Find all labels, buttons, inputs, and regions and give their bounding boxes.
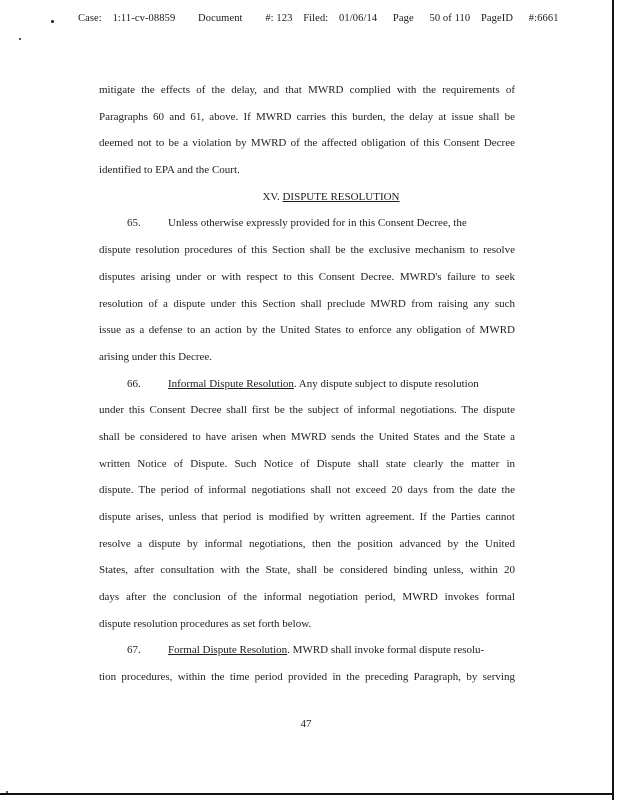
text-line: mitigate the effects of the delay, and that MWRD complied with the requirements of: [99, 84, 515, 96]
paragraph-67-line: [99, 637, 515, 664]
paragraph-66-line: [99, 371, 515, 398]
text-line: resolve a dispute by informal negotiations, then the position advanced by the United: [99, 537, 515, 550]
header-case-label: Case:: [78, 13, 102, 24]
text-line: Paragraphs 60 and 61, above. If MWRD carries this burden, the delay at issue shall be: [99, 110, 515, 123]
text-line: deemed not to be a violation by MWRD of the affected obligation of this Consent Decree: [99, 137, 515, 150]
text-line: dispute resolution procedures of this Section shall be the exclusive mechanism to resolve: [99, 244, 515, 257]
section-number: XV.: [262, 190, 280, 203]
text-line: issue as a defense to an action by the United States to enforce any obligation of MWRD: [99, 324, 515, 337]
document-body: [99, 77, 515, 691]
text-line: shall be considered to have arisen when MWRD sends the United States and the State a: [99, 430, 515, 443]
paragraph-text: Unless otherwise expressly provided for in this Consent Decree, the: [168, 217, 467, 230]
paragraph-text: . MWRD shall invoke formal dispute resolu-: [287, 644, 485, 657]
scan-artifact-dot: [51, 20, 54, 23]
text-line: identified to EPA and the Court.: [99, 164, 240, 177]
paragraph-number: 67.: [127, 644, 141, 657]
text-line: days after the conclusion of the informal negotiation period, MWRD invokes formal: [99, 591, 515, 604]
header-filed-label: Filed:: [303, 13, 329, 24]
header-pageid-number: #:6661: [528, 13, 559, 24]
text-line: arising under this Decree.: [99, 350, 213, 363]
page-number: 47: [300, 718, 312, 730]
text-line: dispute resolution procedures as set forth below.: [99, 617, 312, 630]
paragraph-number: 66.: [127, 377, 141, 390]
text-line: disputes arising under or with respect to this Consent Decree. MWRD's failure to seek: [99, 270, 515, 283]
header-document-number: #: 123: [265, 13, 293, 24]
text-line: tion procedures, within the time period provided in the preceding Paragraph, by serving: [99, 671, 515, 684]
text-line: States, after consultation with the State, shall be considered binding unless, within 20: [99, 564, 515, 577]
scan-border-right: [612, 0, 614, 800]
paragraph-text: . Any dispute subject to dispute resolution: [293, 377, 479, 390]
scan-artifact-dot: [19, 38, 21, 40]
header-pageid-label: PageID: [480, 13, 514, 24]
header-filed-date: 01/06/14: [339, 13, 378, 24]
text-line: resolution of a dispute under this Section shall preclude MWRD from raising any such: [99, 297, 515, 310]
case-header: [78, 13, 559, 24]
text-line: under this Consent Decree shall first be the subject of informal negotiations. The dispute: [99, 404, 515, 417]
text-line: dispute arises, unless that period is modified by written agreement. If the Parties cannot: [99, 511, 515, 523]
text-line: written Notice of Dispute. Such Notice of Dispute shall state clearly the matter in: [99, 457, 515, 470]
header-page-range: 50 of 110: [429, 13, 471, 24]
paragraph-65-line: [99, 210, 515, 237]
paragraph-title: Formal Dispute Resolution: [168, 644, 288, 657]
paragraph-title: Informal Dispute Resolution: [168, 377, 294, 390]
paragraph-number: 65.: [127, 217, 141, 230]
header-case-number: 1:11-cv-08859: [112, 13, 176, 24]
header-document-label: Document: [198, 13, 243, 24]
section-heading: [99, 184, 515, 211]
header-page-label: Page: [392, 13, 414, 24]
section-title: DISPUTE RESOLUTION: [282, 190, 400, 203]
scan-border-bottom: [0, 793, 614, 795]
text-line: dispute. The period of informal negotiations shall not exceed 20 days from the date the: [99, 484, 515, 497]
